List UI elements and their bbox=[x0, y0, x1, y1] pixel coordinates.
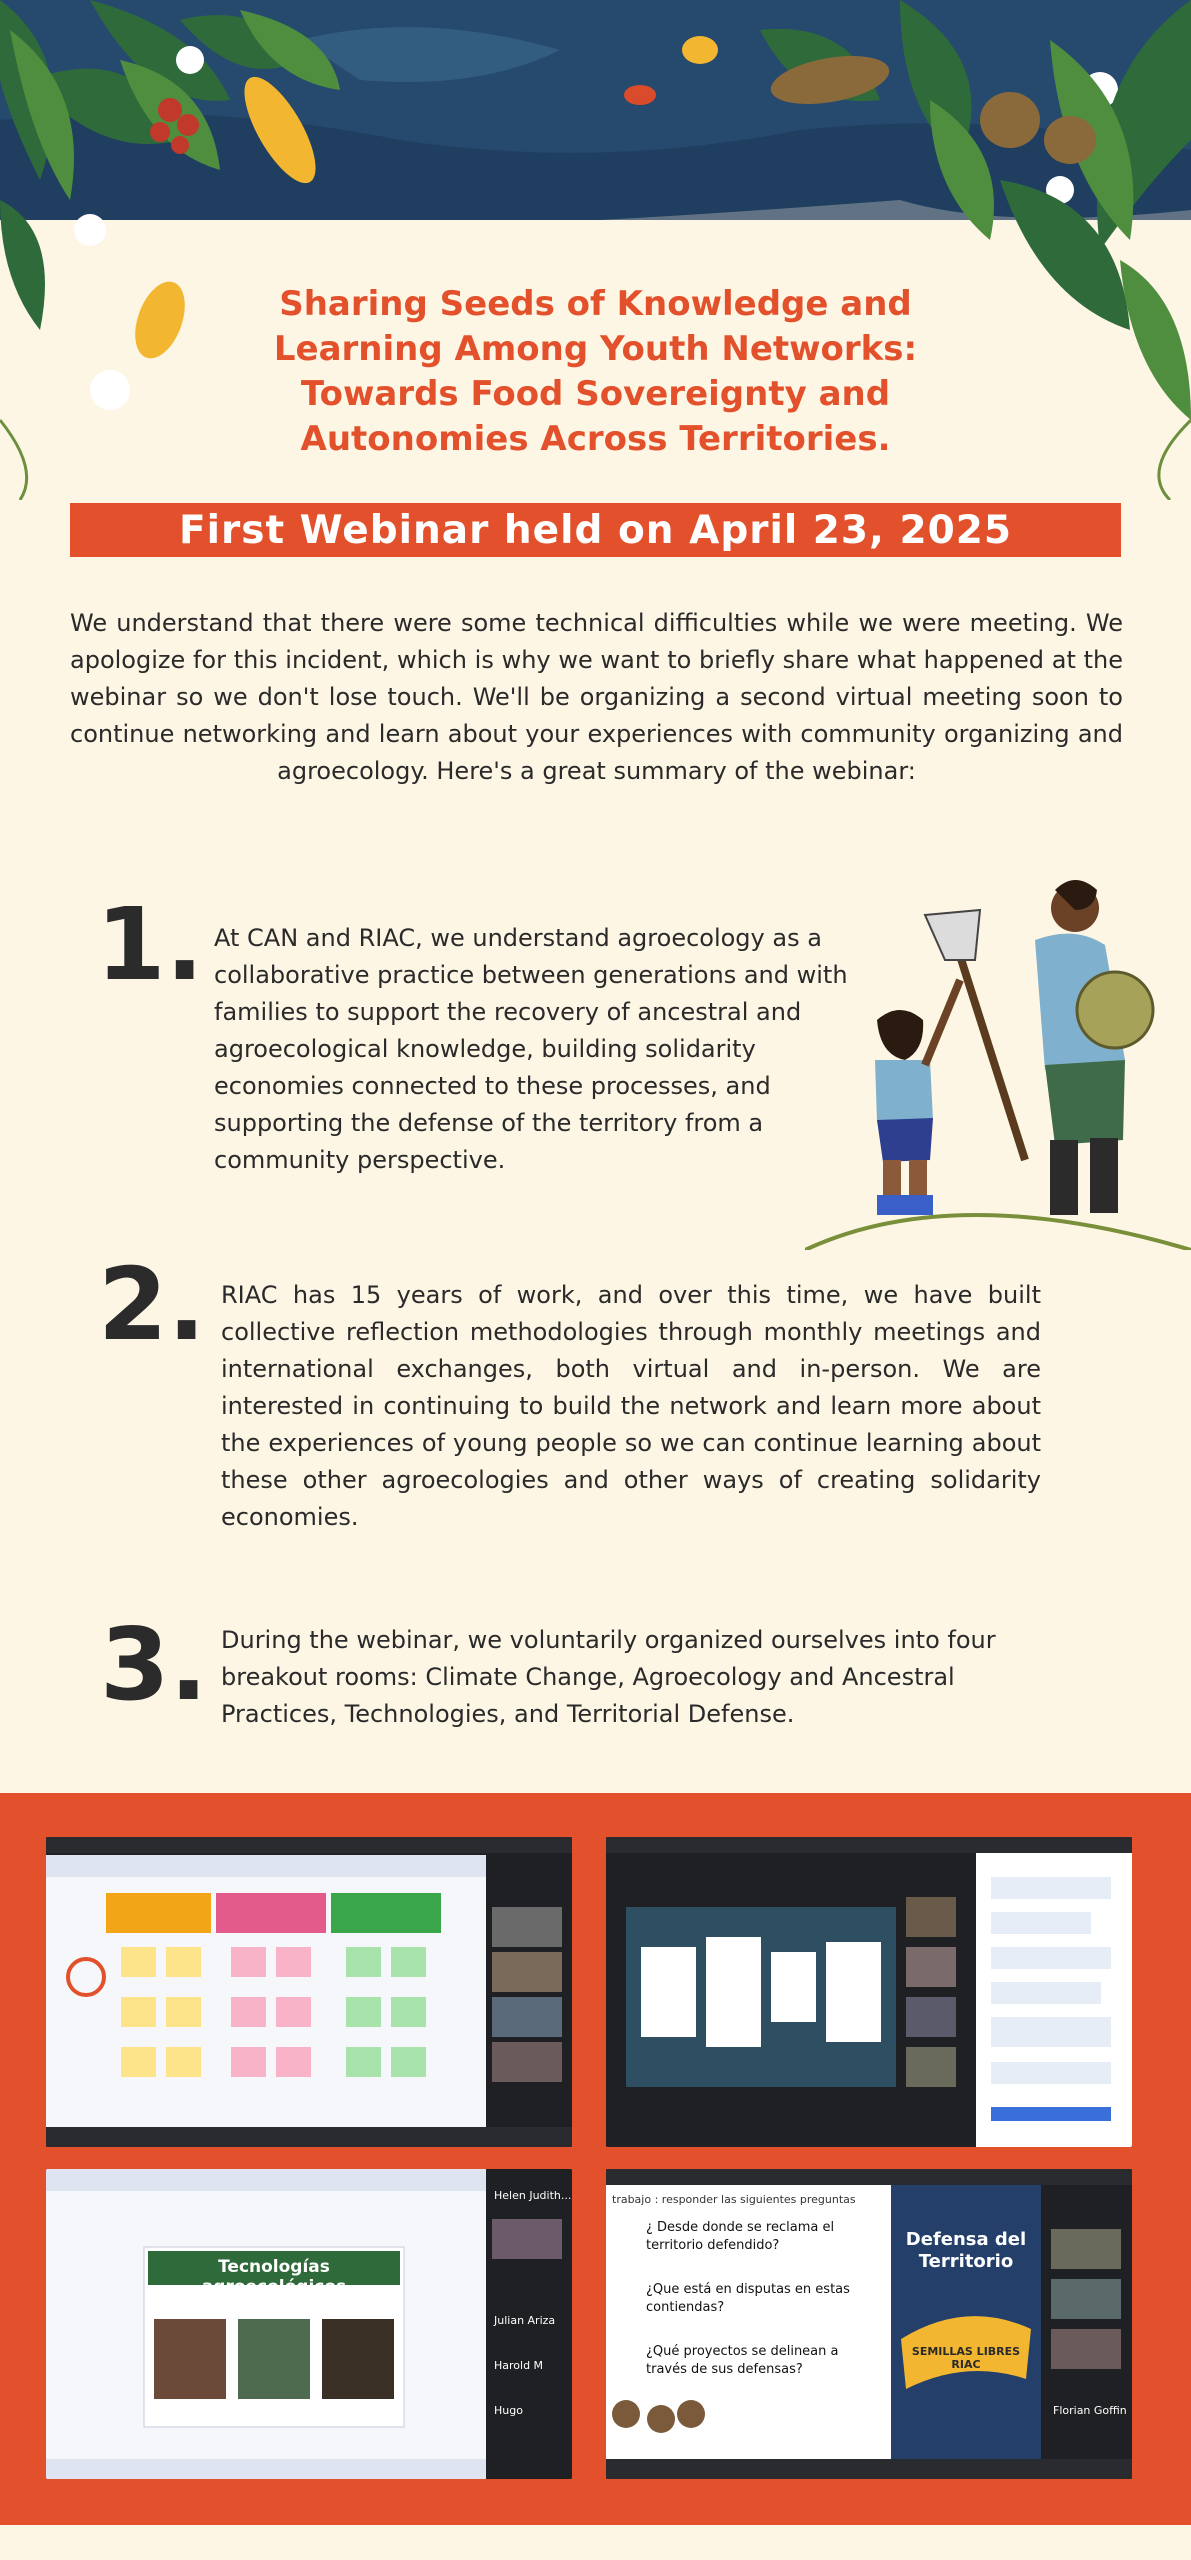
question-2: ¿Que está en disputas en estas contiendas? bbox=[646, 2282, 850, 2315]
item-number-3: 3. bbox=[100, 1606, 208, 1723]
item-text-3: During the webinar, we voluntarily organized ourselves into four breakout rooms: Climate Change, Agroecology and Ancestral Practices, Technologies, and Territorial Defense. bbox=[221, 1626, 996, 1728]
question-3: ¿Qué proyectos se delinean a través de sus defensas? bbox=[646, 2344, 839, 2377]
activity-header: trabajo : responder las siguientes preguntas bbox=[612, 2193, 856, 2206]
item-text-1: At CAN and RIAC, we understand agroecology as a collaborative practice between generations and with families to support the recovery of ancestral and agroecological knowledge, building solidarity economies connected to these processes, and supporting the defense of the territory from a community perspective. bbox=[214, 924, 848, 1174]
title-line: Towards Food Sovereignty and bbox=[300, 374, 891, 414]
title-line: Sharing Seeds of Knowledge and bbox=[279, 284, 912, 324]
screenshot-technologies-slide bbox=[46, 2169, 572, 2479]
title-line: Learning Among Youth Networks: bbox=[273, 329, 918, 369]
item-number-2: 2. bbox=[98, 1246, 206, 1363]
screenshot-territorial-defense bbox=[606, 2169, 1132, 2479]
webinar-screenshots-gallery bbox=[0, 1793, 1191, 2525]
intro-paragraph: We understand that there were some technical difficulties while we were meeting. We apologize for this incident, which is why we want to briefly share what happened at the webinar so we don't lose touch. We'll be organizing a second virtual meeting soon to continue networking and learn about your experiences with community organizing and agroecology. Here's a great summary of the webinar: bbox=[70, 609, 1123, 785]
farmers-illustration bbox=[805, 860, 1191, 1250]
poster-title: Defensa del Territorio bbox=[905, 2229, 1027, 2272]
screenshot-breakout-board bbox=[46, 1837, 572, 2147]
webinar-date-banner bbox=[70, 503, 1121, 557]
item-number-1: 1. bbox=[96, 886, 204, 1003]
item-text-2: RIAC has 15 years of work, and over this time, we have built collective reflection methodologies through monthly meetings and international exchanges, both virtual and in-person. We are interested in continuing to build the network and learn more about the experiences of young people so we can continue learning about these other agroecologies and other ways of creating solidarity economies. bbox=[221, 1281, 1041, 1531]
banner-text: First Webinar held on April 23, 2025 bbox=[178, 507, 1012, 553]
question-1: ¿ Desde donde se reclama el territorio defendido? bbox=[646, 2220, 835, 2253]
slide-title: Tecnologías agroecológicos bbox=[201, 2257, 347, 2297]
participant-name: Harold M bbox=[494, 2359, 544, 2372]
participant-name: Hugo bbox=[494, 2404, 523, 2417]
participant-name: Julian Ariza bbox=[494, 2314, 556, 2327]
poster-banner: SEMILLAS LIBRES RIAC bbox=[911, 2345, 1021, 2371]
participant-name: Helen Judith... bbox=[494, 2189, 572, 2202]
participant-name: Florian Goffin bbox=[1053, 2404, 1127, 2417]
screenshot-shared-screen-chat bbox=[606, 1837, 1132, 2147]
title-line: Autonomies Across Territories. bbox=[300, 419, 891, 459]
main-title bbox=[210, 282, 981, 462]
